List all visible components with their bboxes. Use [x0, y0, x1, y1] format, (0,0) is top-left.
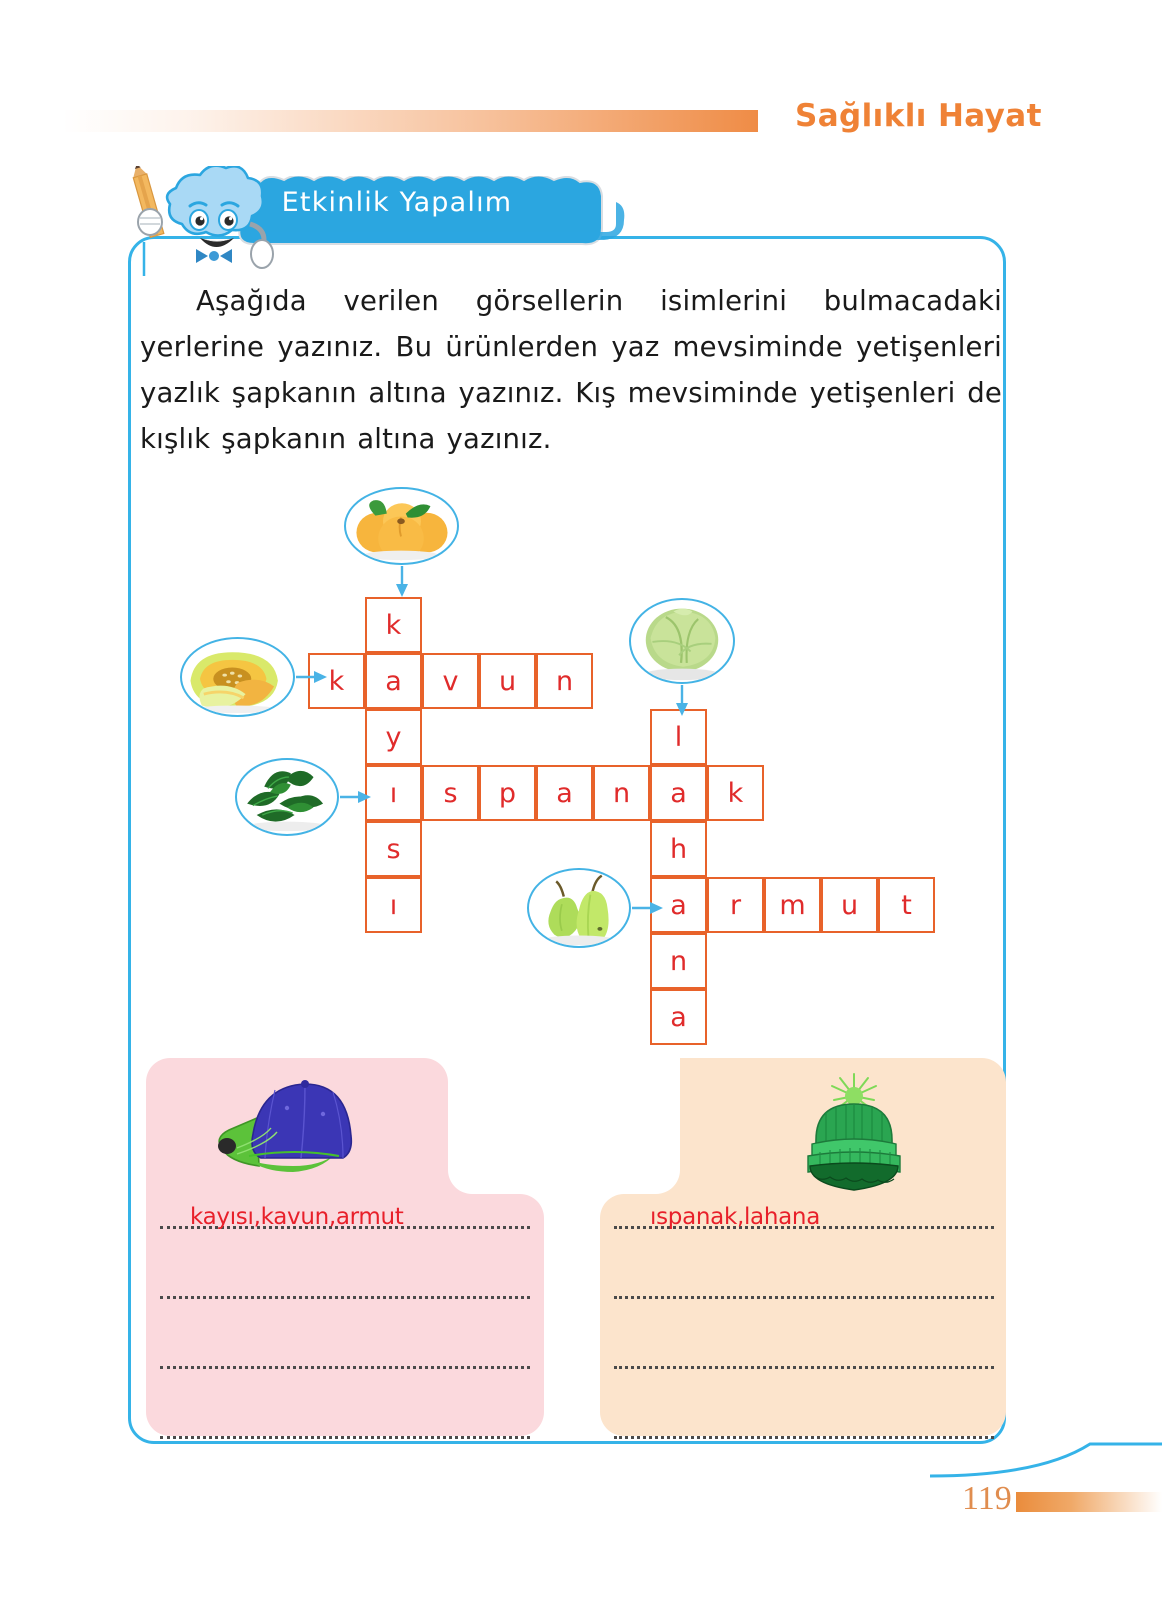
- crossword-cell[interactable]: a: [365, 653, 422, 709]
- crossword-cell[interactable]: a: [536, 765, 593, 821]
- page-title: Sağlıklı Hayat: [795, 98, 1042, 134]
- crossword-cell[interactable]: s: [365, 821, 422, 877]
- crossword-cell[interactable]: y: [365, 709, 422, 765]
- cabbage-icon: [631, 600, 733, 682]
- footer-swoosh: [930, 1440, 1162, 1480]
- crossword-cell[interactable]: u: [479, 653, 536, 709]
- apricot-picture: [344, 487, 459, 565]
- crossword-cell[interactable]: s: [422, 765, 479, 821]
- spinach-icon: [237, 760, 337, 834]
- answer-dotted-line[interactable]: [614, 1436, 994, 1439]
- footer-gradient-bar: [1016, 1492, 1162, 1512]
- crossword-cell[interactable]: t: [878, 877, 935, 933]
- crossword-cell[interactable]: v: [422, 653, 479, 709]
- pointer-arrow-icon: [296, 669, 328, 685]
- pointer-arrow-icon: [394, 566, 410, 598]
- winter-panel: [576, 1058, 1006, 1436]
- crossword-cell[interactable]: n: [536, 653, 593, 709]
- crossword-cell[interactable]: u: [821, 877, 878, 933]
- answer-dotted-line[interactable]: [614, 1366, 994, 1369]
- answer-dotted-line[interactable]: [614, 1296, 994, 1299]
- winter-panel-lines: [576, 1058, 1006, 1436]
- melon-icon: [182, 639, 293, 715]
- crossword-cell[interactable]: a: [650, 989, 707, 1045]
- answer-dotted-line[interactable]: [160, 1366, 530, 1369]
- pear-picture: [527, 868, 631, 948]
- melon-picture: [180, 637, 295, 717]
- crossword-cell[interactable]: r: [707, 877, 764, 933]
- apricots-icon: [346, 489, 457, 563]
- answer-dotted-line[interactable]: [160, 1296, 530, 1299]
- instruction-text: Aşağıda verilen görsellerin isimlerini bulmacadaki yerlerine yazınız. Bu ürünlerden yaz mevsiminde yetişenleri yazlık şapkanın altına yazınız. Kış mevsiminde yetişenleri de kışlık şapkanın altına yazınız.: [140, 285, 1002, 455]
- summer-answer-text[interactable]: kayısı,kavun,armut: [190, 1204, 404, 1230]
- crossword-cell[interactable]: ı: [365, 877, 422, 933]
- winter-answer-text[interactable]: ıspanak,lahana: [650, 1204, 820, 1230]
- crossword-cell[interactable]: k: [707, 765, 764, 821]
- spinach-picture: [235, 758, 339, 836]
- activity-badge-label: Etkinlik Yapalım: [281, 187, 513, 218]
- pointer-arrow-icon: [632, 900, 664, 916]
- crossword-cell[interactable]: n: [650, 933, 707, 989]
- crossword-cell[interactable]: k: [365, 597, 422, 653]
- crossword-cell[interactable]: h: [650, 821, 707, 877]
- crossword-cell[interactable]: a: [650, 877, 707, 933]
- pears-icon: [529, 870, 629, 946]
- summer-panel: [146, 1058, 544, 1436]
- crossword-cell[interactable]: ı: [365, 765, 422, 821]
- crossword-cell[interactable]: m: [764, 877, 821, 933]
- crossword-cell[interactable]: l: [650, 709, 707, 765]
- crossword-cell[interactable]: k: [308, 653, 365, 709]
- pointer-arrow-icon: [674, 685, 690, 717]
- cabbage-picture: [629, 598, 735, 684]
- page-number: 119: [962, 1480, 1012, 1517]
- crossword-cell[interactable]: n: [593, 765, 650, 821]
- summer-panel-lines: [146, 1058, 544, 1436]
- answer-dotted-line[interactable]: [160, 1436, 530, 1439]
- crossword-cell[interactable]: p: [479, 765, 536, 821]
- pointer-arrow-icon: [340, 789, 372, 805]
- crossword-cell[interactable]: a: [650, 765, 707, 821]
